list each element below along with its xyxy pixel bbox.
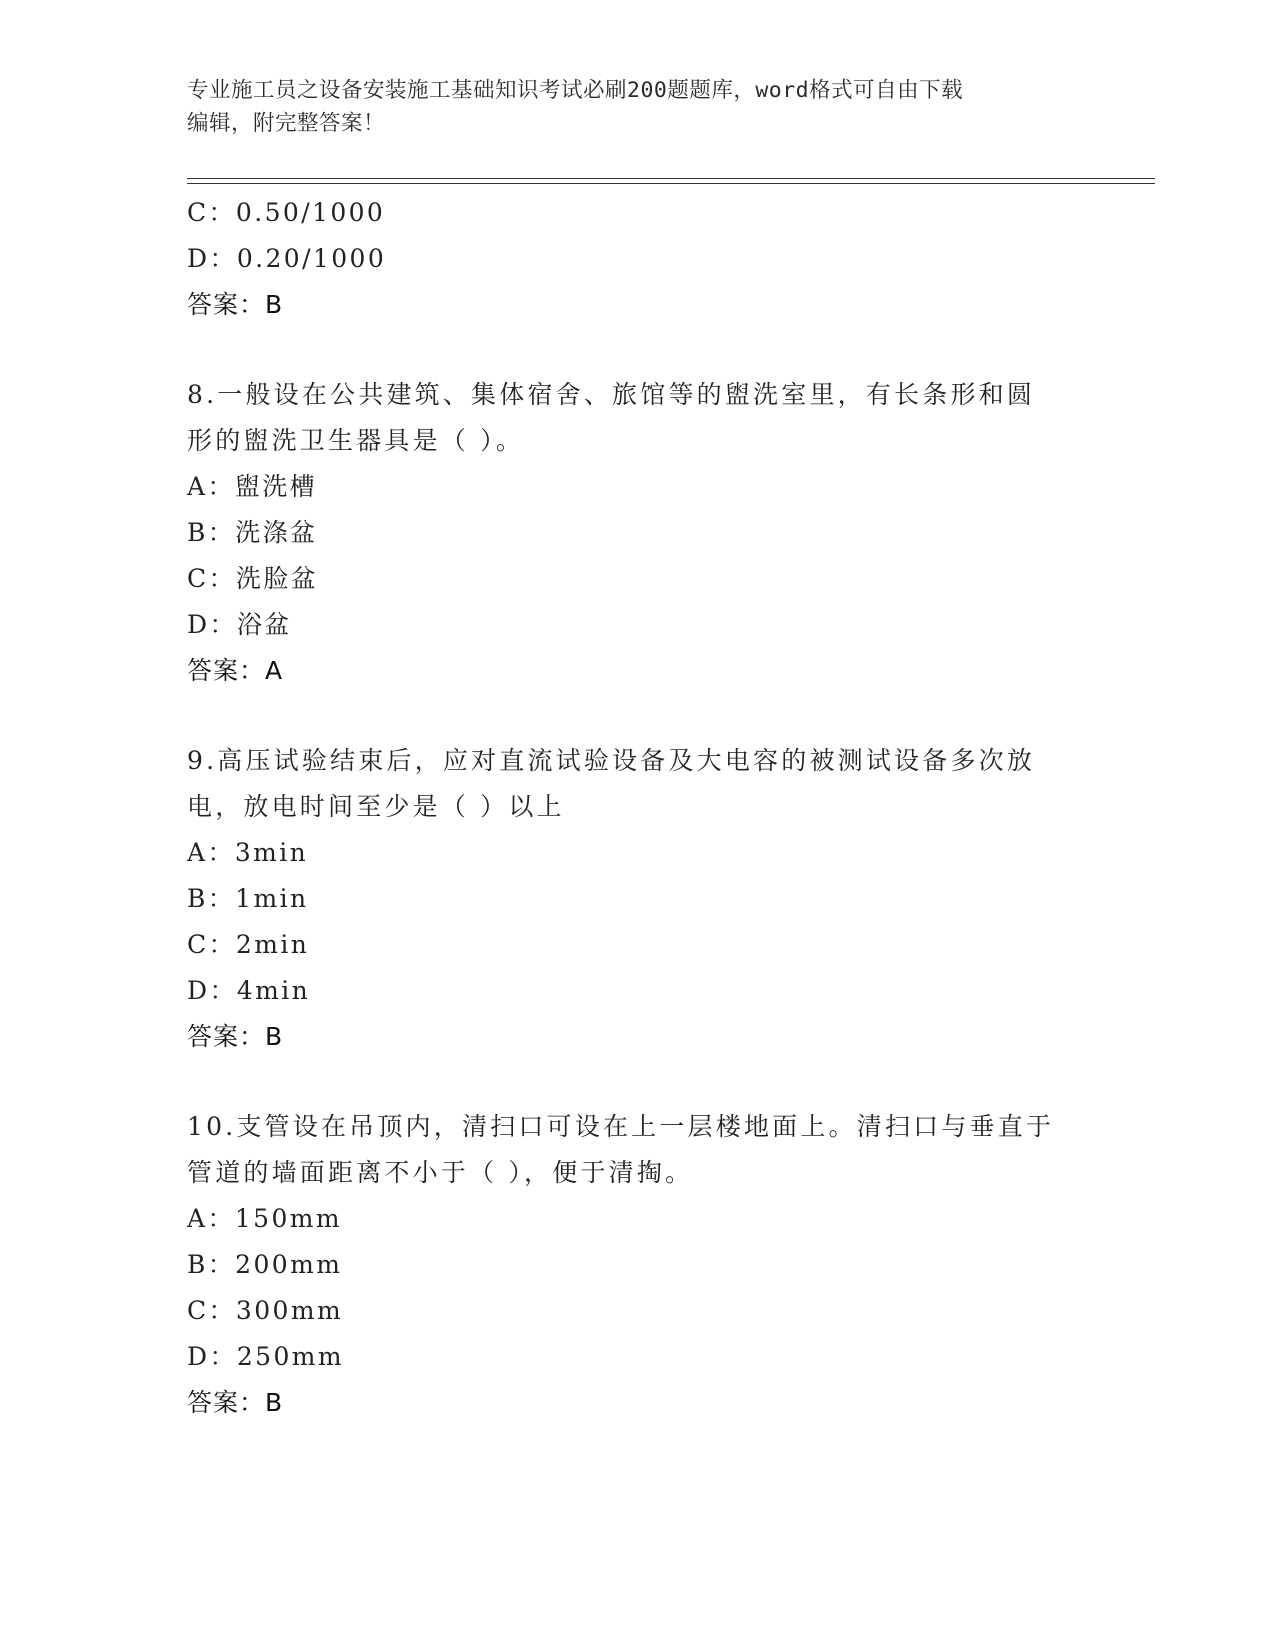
- question-7-continued: [187, 190, 1087, 328]
- question-line: 形的盥洗卫生器具是（ ）。: [187, 426, 525, 455]
- page-header: [187, 74, 1087, 140]
- option-a: A：3min: [187, 838, 309, 867]
- option-c: C：2min: [187, 930, 310, 959]
- question-text: [187, 1104, 1087, 1196]
- question-line: 9.高压试验结束后，应对直流试验设备及大电容的被测试设备多次放: [187, 746, 1036, 775]
- question-10: [187, 1104, 1087, 1426]
- header-title-line-2: 编辑，附完整答案！: [187, 111, 386, 136]
- question-list: [187, 190, 1087, 1426]
- question-line: 8.一般设在公共建筑、集体宿舍、旅馆等的盥洗室里，有长条形和圆: [187, 380, 1036, 409]
- answer-line: 答案：B: [187, 1388, 284, 1417]
- option-c: C：300mm: [187, 1296, 344, 1325]
- question-text: [187, 738, 1087, 830]
- option-c: C：0.50/1000: [187, 198, 386, 227]
- answer-line: 答案：B: [187, 1022, 284, 1051]
- header-rule-top: [187, 178, 1155, 179]
- option-a: A：盥洗槽: [187, 472, 318, 501]
- option-c: C：洗脸盆: [187, 564, 319, 593]
- option-d: D：浴盆: [187, 610, 292, 639]
- option-d: D：250mm: [187, 1342, 344, 1371]
- answer-line: 答案：B: [187, 290, 284, 319]
- option-b: B：洗涤盆: [187, 518, 318, 547]
- option-d: D：4min: [187, 976, 311, 1005]
- question-line: 电，放电时间至少是（ ）以上: [187, 792, 565, 821]
- option-a: A：150mm: [187, 1204, 342, 1233]
- question-text: [187, 372, 1087, 464]
- header-rule-bottom: [187, 183, 1155, 184]
- answer-line: 答案：A: [187, 656, 284, 685]
- option-b: B：200mm: [187, 1250, 343, 1279]
- header-title-line-1: 专业施工员之设备安装施工基础知识考试必刷200题题库，word格式可自由下载: [187, 78, 964, 103]
- question-9: [187, 738, 1087, 1060]
- option-d: D：0.20/1000: [187, 244, 387, 273]
- question-line: 管道的墙面距离不小于（ ），便于清掏。: [187, 1158, 694, 1187]
- question-8: [187, 372, 1087, 694]
- option-b: B：1min: [187, 884, 309, 913]
- question-line: 10.支管设在吊顶内，清扫口可设在上一层楼地面上。清扫口与垂直于: [187, 1112, 1055, 1141]
